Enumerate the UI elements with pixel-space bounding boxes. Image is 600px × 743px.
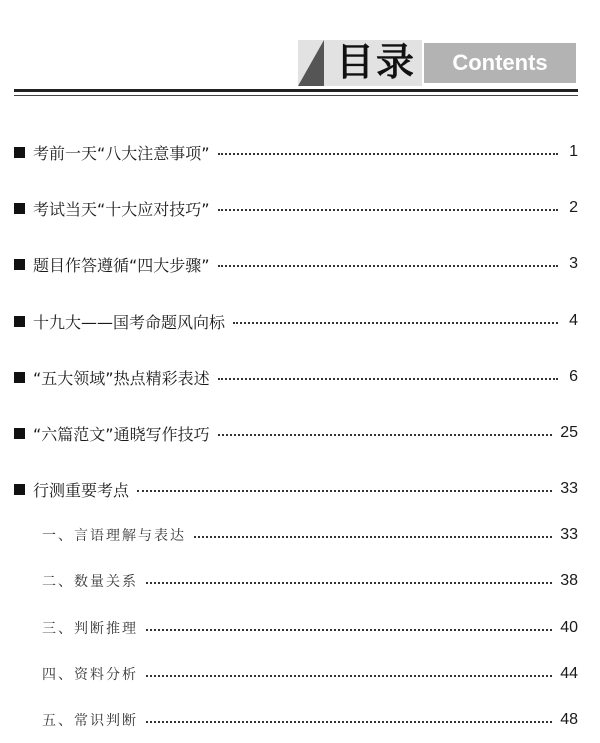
dot-leader xyxy=(146,675,552,677)
toc-entry-title: 十九大——国考命题风向标 xyxy=(33,312,226,332)
toc-subentry-page: 48 xyxy=(560,711,578,728)
toc-entry-page: 25 xyxy=(560,424,578,441)
square-bullet-icon xyxy=(14,428,25,439)
toc-entry-page: 3 xyxy=(569,255,578,272)
dot-leader xyxy=(218,265,558,267)
toc-entry[interactable] xyxy=(14,308,578,334)
toc-subentry[interactable] xyxy=(42,568,578,594)
toc-entry-title: “六篇范文”通晓写作技巧 xyxy=(33,424,210,444)
dot-leader xyxy=(146,629,552,631)
toc-subentry-page: 38 xyxy=(560,572,578,589)
toc-subentry[interactable] xyxy=(42,615,578,641)
dot-leader xyxy=(146,721,552,723)
page-title: 目录 xyxy=(335,40,416,84)
square-bullet-icon xyxy=(14,372,25,383)
dot-leader xyxy=(218,378,558,380)
toc-subentry[interactable] xyxy=(42,522,578,548)
square-bullet-icon xyxy=(14,484,25,495)
dot-leader xyxy=(194,536,552,538)
toc-subentry[interactable] xyxy=(42,661,578,687)
toc-entry[interactable] xyxy=(14,364,578,390)
contents-label: Contents xyxy=(452,50,548,75)
toc-entry-page: 33 xyxy=(560,480,578,497)
square-bullet-icon xyxy=(14,147,25,158)
toc-subentry-title: 二、数量关系 xyxy=(42,574,138,590)
toc-entry-title: 题目作答遵循“四大步骤” xyxy=(33,255,210,275)
toc-entry[interactable] xyxy=(14,251,578,277)
dot-leader xyxy=(218,153,558,155)
toc-subentry[interactable] xyxy=(42,707,578,733)
dot-leader xyxy=(233,322,558,324)
toc-subentry-page: 33 xyxy=(560,526,578,543)
toc-subentry-title: 三、判断推理 xyxy=(42,621,138,637)
square-bullet-icon xyxy=(14,259,25,270)
toc-entry-title: 考试当天“十大应对技巧” xyxy=(33,199,210,219)
dot-leader xyxy=(146,582,552,584)
dot-leader xyxy=(137,490,552,492)
toc-entry[interactable] xyxy=(14,420,578,446)
toc-entry-title: “五大领域”热点精彩表述 xyxy=(33,368,210,388)
toc-entry-page: 6 xyxy=(569,368,578,385)
square-bullet-icon xyxy=(14,316,25,327)
toc-entry-page: 4 xyxy=(569,312,578,329)
toc-entry-title: 考前一天“八大注意事项” xyxy=(33,143,210,163)
toc-entry[interactable] xyxy=(14,476,578,502)
dot-leader xyxy=(218,209,558,211)
toc-subentry-title: 四、资料分析 xyxy=(42,667,138,683)
toc-entry-page: 2 xyxy=(569,199,578,216)
dot-leader xyxy=(218,434,553,436)
toc-subentry-page: 40 xyxy=(560,619,578,636)
toc-subentry-title: 五、常识判断 xyxy=(42,713,138,729)
square-bullet-icon xyxy=(14,203,25,214)
toc-entry-page: 1 xyxy=(569,143,578,160)
toc-entry-title: 行测重要考点 xyxy=(33,480,130,500)
toc-subentry-page: 44 xyxy=(560,665,578,682)
toc-entry[interactable] xyxy=(14,139,578,165)
toc-entry[interactable] xyxy=(14,195,578,221)
toc-subentry-title: 一、言语理解与表达 xyxy=(42,528,186,544)
